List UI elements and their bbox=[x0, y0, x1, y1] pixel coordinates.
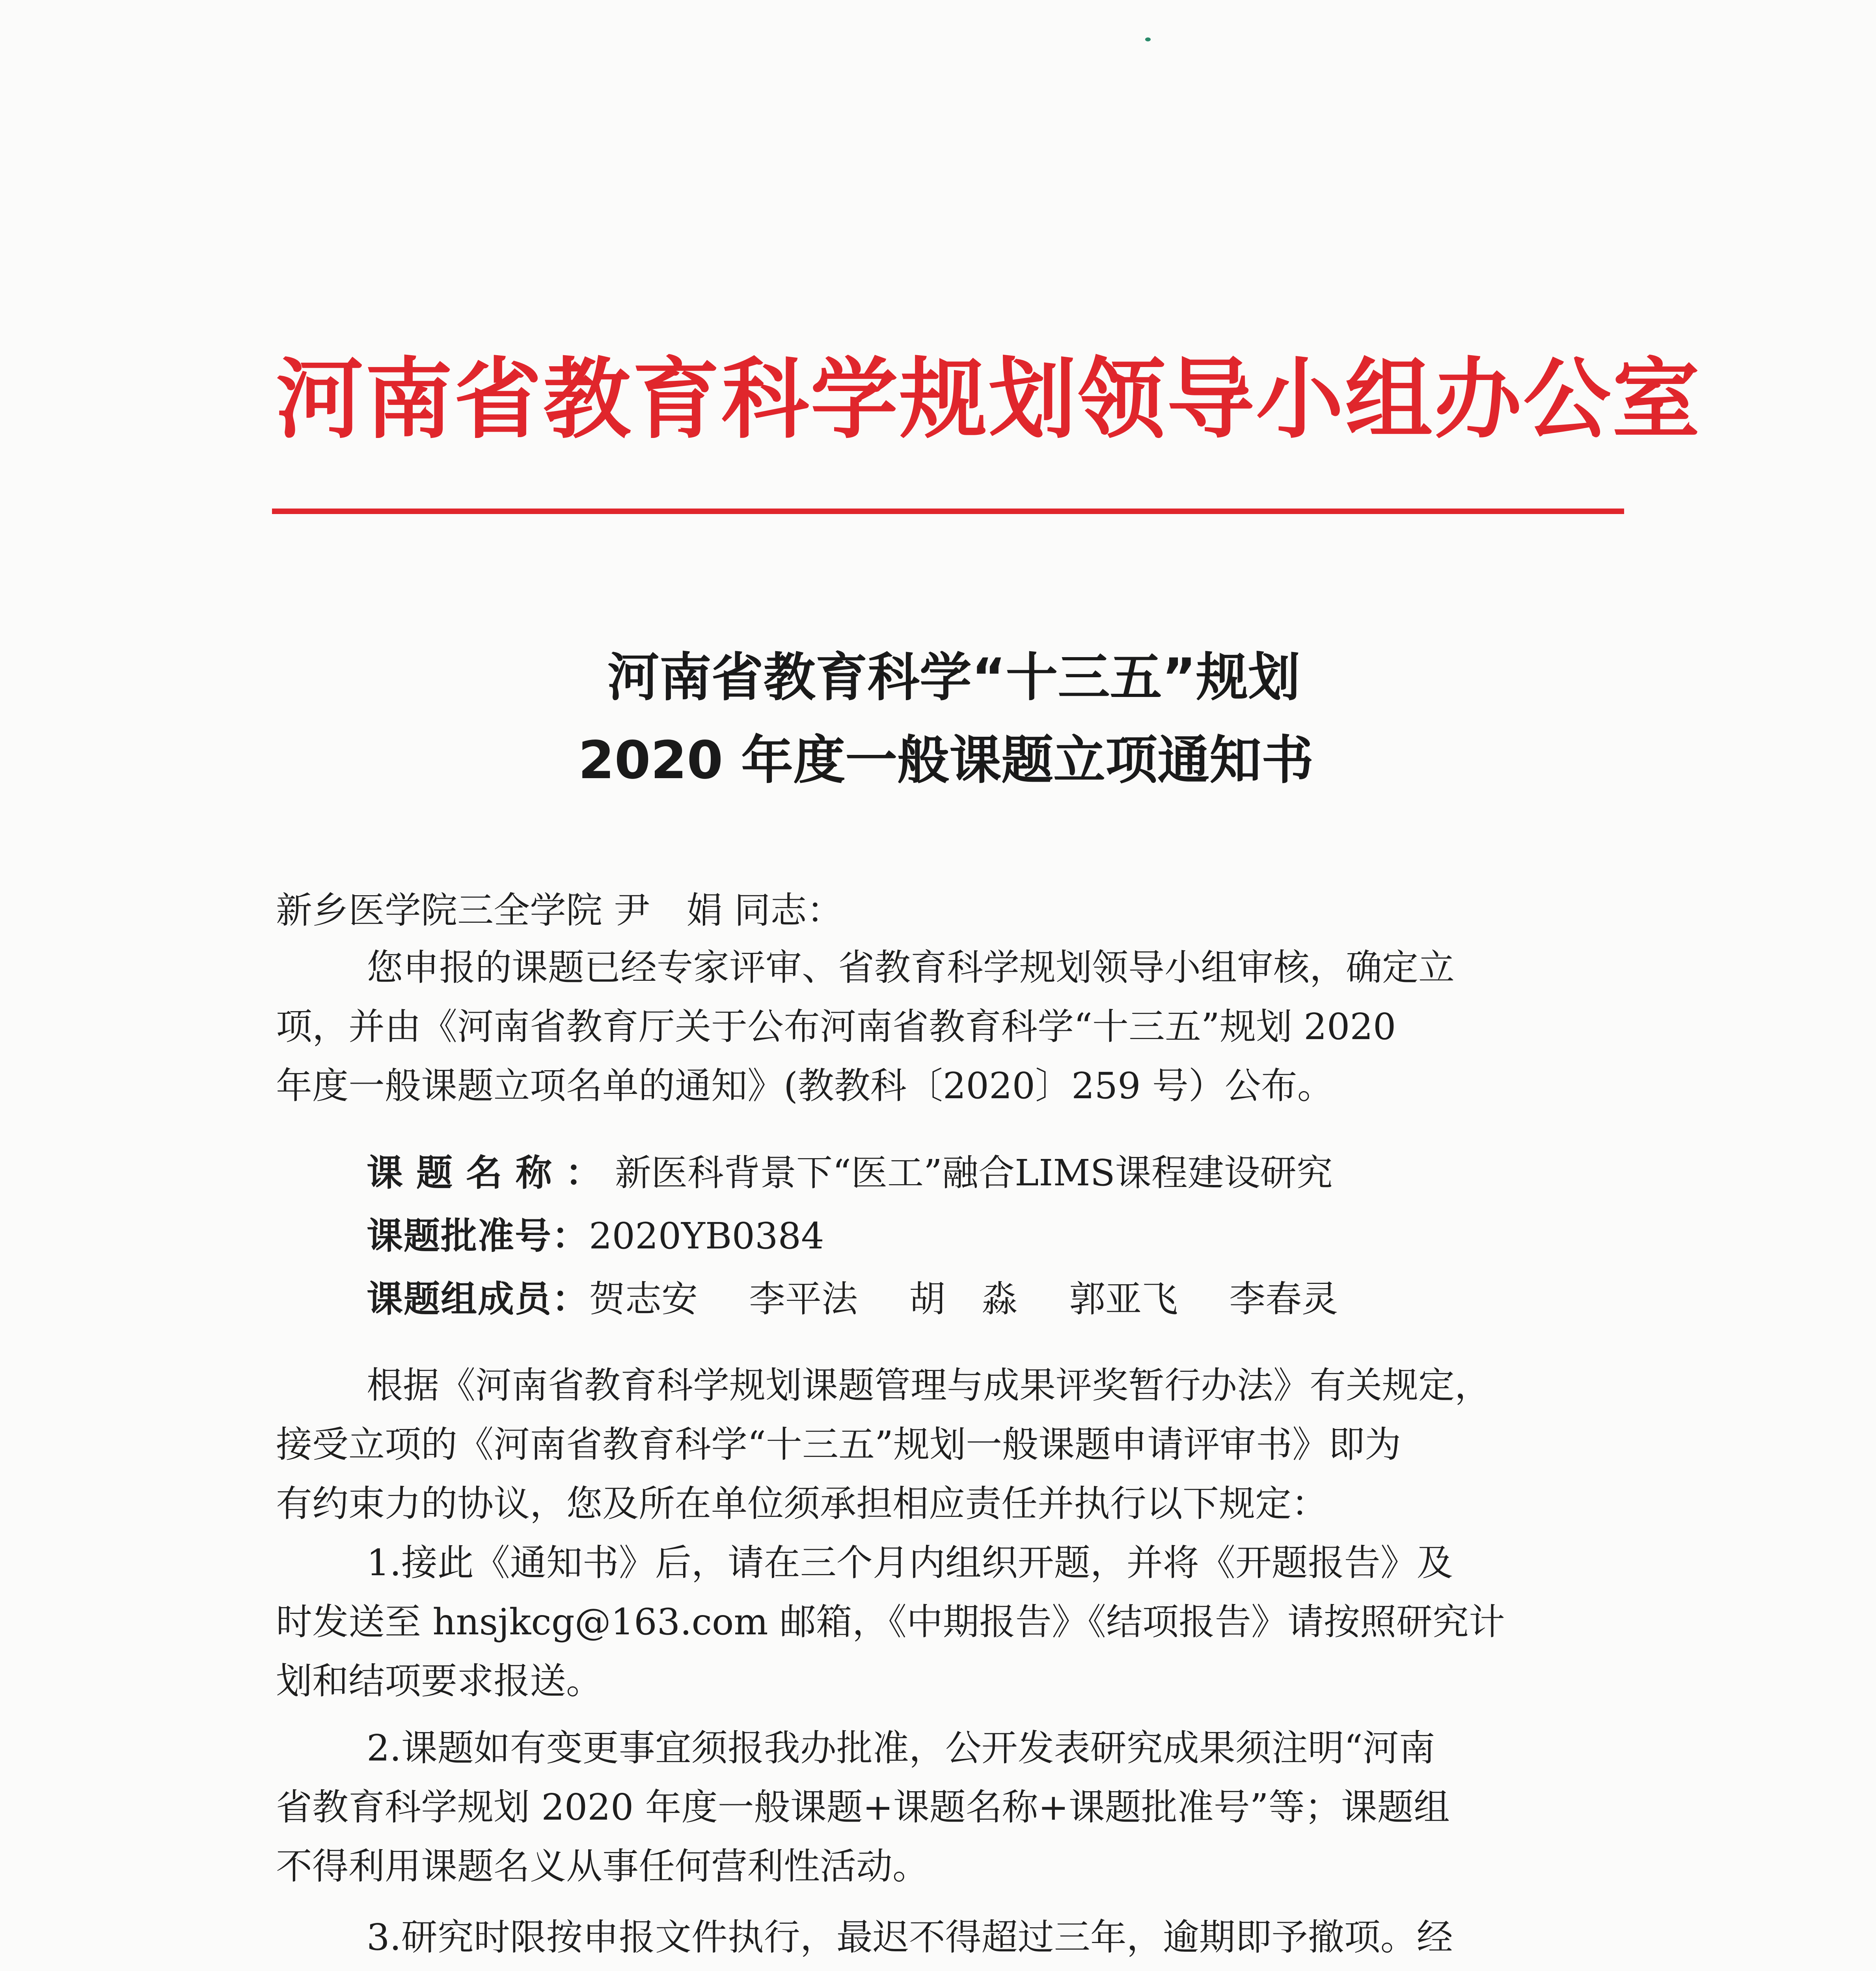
rule-1-line-3: 划和结项要求报送。 bbox=[276, 1660, 603, 1702]
member-name: 郭亚飞 bbox=[1069, 1278, 1178, 1320]
rule-2-line-3: 不得利用课题名义从事任何营利性活动。 bbox=[276, 1845, 929, 1887]
member-name: 李平法 bbox=[749, 1278, 858, 1320]
header-red-rule bbox=[272, 509, 1624, 514]
project-name-value: 新医科背景下“医工”融合LIMS课程建设研究 bbox=[615, 1152, 1333, 1194]
rule-2-line-1: 2.课题如有变更事宜须报我办批准，公开发表研究成果须注明“河南 bbox=[367, 1727, 1435, 1769]
document-title-line-2: 2020 年度一般课题立项通知书 bbox=[578, 730, 1314, 791]
approval-number-row bbox=[367, 1214, 824, 1258]
rules-intro-line-1: 根据《河南省教育科学规划课题管理与成果评奖暂行办法》有关规定， bbox=[367, 1364, 1491, 1407]
rule-1-line-2: 时发送至 hnsjkcg@163.com 邮箱，《中期报告》《结项报告》请按照研究计 bbox=[276, 1601, 1505, 1643]
project-name-label: 课题名称： bbox=[367, 1151, 615, 1194]
rule-1-line-1: 1.接此《通知书》后，请在三个月内组织开题，并将《开题报告》及 bbox=[367, 1542, 1453, 1584]
scan-speck bbox=[1145, 37, 1151, 41]
approval-number-label: 课题批准号： bbox=[367, 1215, 589, 1257]
rule-2-line-2: 省教育科学规划 2020 年度一般课题+课题名称+课题批准号”等；课题组 bbox=[276, 1786, 1450, 1828]
member-name: 贺志安 bbox=[589, 1278, 698, 1320]
member-name: 胡 淼 bbox=[909, 1278, 1018, 1320]
intro-line-2: 项，并由《河南省教育厅关于公布河南省教育科学“十三五”规划 2020 bbox=[276, 1006, 1396, 1048]
members-label: 课题组成员： bbox=[367, 1278, 589, 1320]
approval-number-value: 2020YB0384 bbox=[589, 1215, 824, 1257]
intro-line-1: 您申报的课题已经专家评审、省教育科学规划领导小组审核，确定立 bbox=[367, 946, 1455, 989]
salutation: 新乡医学院三全学院 尹 娟 同志： bbox=[276, 889, 843, 931]
rules-intro-line-3: 有约束力的协议，您及所在单位须承担相应责任并执行以下规定： bbox=[276, 1483, 1328, 1525]
intro-line-3: 年度一般课题立项名单的通知》(教教科〔2020〕259 号）公布。 bbox=[276, 1065, 1334, 1107]
project-name-row bbox=[367, 1151, 1333, 1195]
rules-intro-line-2: 接受立项的《河南省教育科学“十三五”规划一般课题申请评审书》即为 bbox=[276, 1423, 1401, 1466]
issuer-header-title: 河南省教育科学规划领导小组办公室 bbox=[276, 348, 1701, 451]
members-row bbox=[367, 1277, 1338, 1321]
rule-3-line-1: 3.研究时限按申报文件执行，最迟不得超过三年，逾期即予撤项。经 bbox=[367, 1916, 1453, 1958]
member-name: 李春灵 bbox=[1229, 1278, 1338, 1320]
document-title-line-1: 河南省教育科学“十三五”规划 bbox=[607, 647, 1300, 708]
